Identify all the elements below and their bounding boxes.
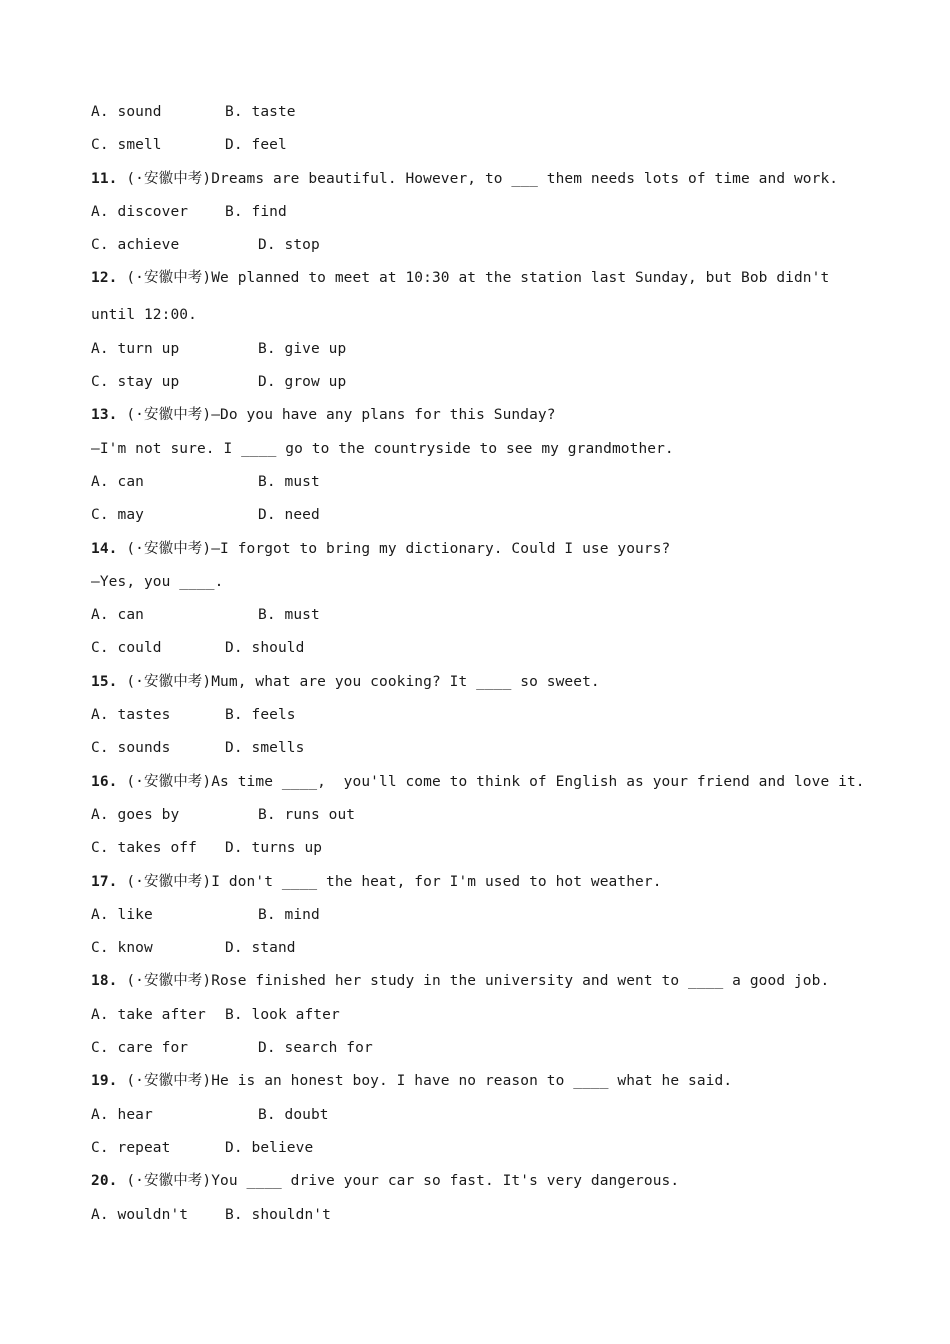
question-text: (·安徽中考)Rose finished her study in the university and went to ____ a good job.	[117, 973, 830, 990]
option-row	[91, 1136, 881, 1169]
question-stem	[91, 969, 881, 1002]
option-a: A. discover	[91, 203, 189, 220]
option-row	[91, 200, 881, 233]
option-row	[91, 603, 881, 636]
option-row	[91, 233, 881, 266]
question-stem	[91, 403, 881, 436]
option-a: A. goes by	[91, 806, 180, 823]
question-text: (·安徽中考)As time ____, you'll come to think of English as your friend and love it.	[117, 773, 865, 790]
option-b: B. mind	[258, 906, 320, 923]
option-row	[91, 1036, 881, 1069]
worksheet-page	[91, 100, 881, 1236]
question-stem-continued: until 12:00.	[91, 307, 197, 324]
option-b: B. doubt	[258, 1106, 329, 1123]
question-number: 17.	[91, 873, 118, 890]
option-b: D. feel	[225, 137, 287, 154]
question-stem	[91, 1169, 881, 1202]
option-b: B. look after	[225, 1006, 340, 1023]
option-a: A. wouldn't	[91, 1206, 189, 1223]
question-number: 18.	[91, 973, 118, 990]
question-number: 20.	[91, 1173, 118, 1190]
option-a: C. could	[91, 640, 162, 657]
option-row	[91, 133, 881, 166]
option-b: D. stand	[225, 940, 296, 957]
question-number: 13.	[91, 407, 118, 424]
option-b: B. shouldn't	[225, 1206, 331, 1223]
option-a: A. hear	[91, 1106, 153, 1123]
option-a: A. tastes	[91, 707, 171, 724]
option-b: D. turns up	[225, 840, 323, 857]
question-stem	[91, 870, 881, 903]
option-row	[91, 836, 881, 869]
option-a: A. sound	[91, 104, 162, 120]
option-a: C. takes off	[91, 840, 197, 857]
option-row	[91, 936, 881, 969]
option-b: D. should	[225, 640, 305, 657]
option-b: D. stop	[258, 237, 320, 254]
question-text: (·安徽中考)We planned to meet at 10:30 at the station last Sunday, but Bob didn't	[117, 270, 830, 287]
option-row	[91, 100, 881, 133]
option-a: A. turn up	[91, 340, 180, 357]
question-number: 14.	[91, 540, 118, 557]
option-row	[91, 903, 881, 936]
question-number: 12.	[91, 270, 118, 287]
question-number: 11.	[91, 170, 118, 187]
option-a: C. smell	[91, 137, 162, 154]
question-text: (·安徽中考)Dreams are beautiful. However, to ___ them needs lots of time and work.	[117, 170, 839, 187]
option-a: A. take after	[91, 1006, 206, 1023]
option-row	[91, 1203, 881, 1236]
question-text: (·安徽中考)You ____ drive your car so fast. It's very dangerous.	[117, 1173, 680, 1190]
question-text: (·安徽中考)Mum, what are you cooking? It ____ so sweet.	[117, 673, 600, 690]
question-stem	[91, 670, 881, 703]
option-row	[91, 337, 881, 370]
option-b: D. search for	[258, 1040, 373, 1057]
option-b: B. feels	[225, 707, 296, 724]
question-text: (·安徽中考)I don't ____ the heat, for I'm used to hot weather.	[117, 873, 662, 890]
question-text: (·安徽中考)—Do you have any plans for this Sunday?	[117, 407, 556, 424]
option-b: B. must	[258, 473, 320, 490]
option-a: C. may	[91, 507, 144, 524]
option-a: A. like	[91, 906, 153, 923]
option-b: B. runs out	[258, 806, 356, 823]
option-b: D. grow up	[258, 374, 347, 391]
option-a: C. repeat	[91, 1139, 171, 1156]
question-stem-continued: —Yes, you ____.	[91, 573, 224, 590]
option-row	[91, 1103, 881, 1136]
option-b: B. taste	[225, 104, 296, 120]
option-b: D. believe	[225, 1139, 314, 1156]
question-text: (·安徽中考)—I forgot to bring my dictionary. Could I use yours?	[117, 540, 671, 557]
option-row	[91, 703, 881, 736]
question-stem	[91, 266, 881, 303]
question-stem-continued: —I'm not sure. I ____ go to the countryside to see my grandmother.	[91, 440, 674, 457]
option-row	[91, 636, 881, 669]
question-stem	[91, 167, 881, 200]
option-row	[91, 803, 881, 836]
question-stem	[91, 1069, 881, 1102]
option-row	[91, 1003, 881, 1036]
option-b: B. must	[258, 607, 320, 624]
question-stem	[91, 537, 881, 570]
question-stem	[91, 770, 881, 803]
option-b: D. need	[258, 507, 320, 524]
option-a: A. can	[91, 473, 144, 490]
question-number: 19.	[91, 1073, 118, 1090]
option-row	[91, 736, 881, 769]
option-a: A. can	[91, 607, 144, 624]
question-number: 15.	[91, 673, 118, 690]
question-text: (·安徽中考)He is an honest boy. I have no reason to ____ what he said.	[117, 1073, 733, 1090]
option-row	[91, 370, 881, 403]
option-a: C. sounds	[91, 740, 171, 757]
option-row	[91, 503, 881, 536]
option-row	[91, 470, 881, 503]
option-b: B. give up	[258, 340, 347, 357]
option-a: C. care for	[91, 1040, 189, 1057]
question-number: 16.	[91, 773, 118, 790]
option-b: D. smells	[225, 740, 305, 757]
option-a: C. know	[91, 940, 153, 957]
option-a: C. stay up	[91, 374, 180, 391]
option-a: C. achieve	[91, 237, 180, 254]
option-b: B. find	[225, 203, 287, 220]
